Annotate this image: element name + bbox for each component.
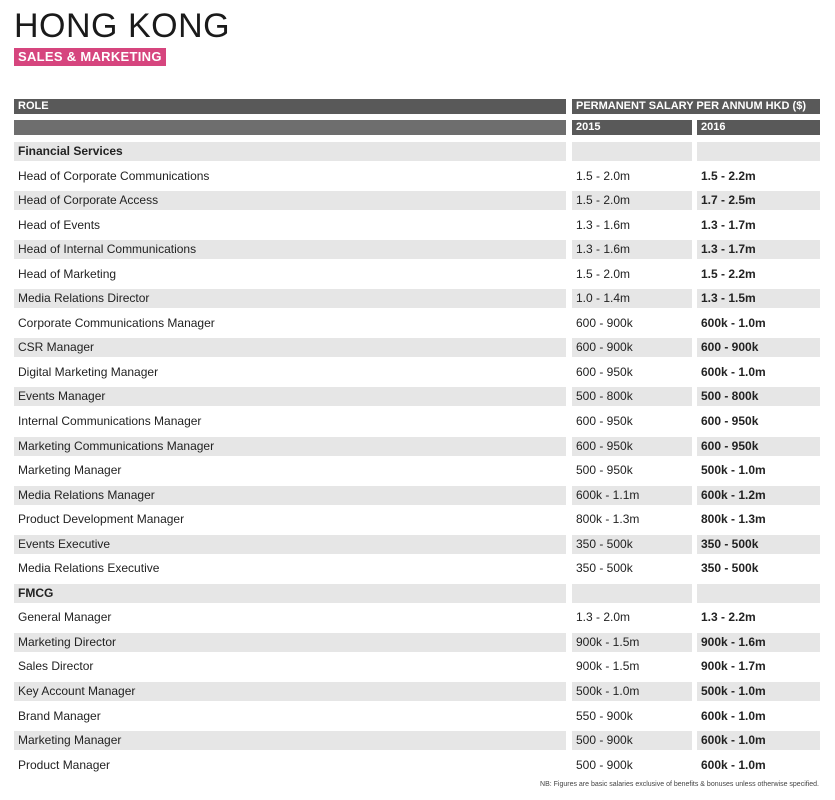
table-row xyxy=(14,384,820,409)
salary-2016-cell: 600k - 1.0m xyxy=(697,756,820,775)
salary-2015-cell: 600k - 1.1m xyxy=(572,486,692,505)
role-cell: Media Relations Executive xyxy=(14,559,566,578)
table-row xyxy=(14,335,820,360)
salary-2016-cell: 500k - 1.0m xyxy=(697,682,820,701)
salary-2015-cell: 500 - 900k xyxy=(572,756,692,775)
salary-2015-cell xyxy=(572,584,692,603)
section-subtitle-badge: SALES & MARKETING xyxy=(14,48,166,66)
year-2015-header: 2015 xyxy=(572,120,692,135)
salary-2015-cell: 900k - 1.5m xyxy=(572,657,692,676)
salary-2016-cell: 1.7 - 2.5m xyxy=(697,191,820,210)
salary-2015-cell: 350 - 500k xyxy=(572,559,692,578)
table-row xyxy=(14,286,820,311)
salary-2016-cell: 1.5 - 2.2m xyxy=(697,167,820,186)
role-cell: Marketing Manager xyxy=(14,461,566,480)
salary-2015-cell: 1.3 - 1.6m xyxy=(572,240,692,259)
salary-2015-cell: 500 - 900k xyxy=(572,731,692,750)
salary-2016-cell xyxy=(697,142,820,161)
salary-2015-cell: 600 - 950k xyxy=(572,363,692,382)
table-row xyxy=(14,262,820,287)
salary-2016-cell: 350 - 500k xyxy=(697,535,820,554)
role-cell: Sales Director xyxy=(14,657,566,676)
salary-2016-cell: 600k - 1.2m xyxy=(697,486,820,505)
role-cell: Media Relations Manager xyxy=(14,486,566,505)
table-row xyxy=(14,164,820,189)
salary-2016-cell: 500 - 800k xyxy=(697,387,820,406)
salary-2015-cell: 500 - 950k xyxy=(572,461,692,480)
salary-2016-cell: 600 - 900k xyxy=(697,338,820,357)
salary-2016-cell: 1.3 - 1.7m xyxy=(697,216,820,235)
role-cell: Financial Services xyxy=(14,142,566,161)
role-cell: Product Development Manager xyxy=(14,510,566,529)
salary-2015-cell: 1.5 - 2.0m xyxy=(572,191,692,210)
salary-2015-cell: 1.0 - 1.4m xyxy=(572,289,692,308)
section-row xyxy=(14,139,820,164)
role-cell: Brand Manager xyxy=(14,707,566,726)
salary-2016-cell: 800k - 1.3m xyxy=(697,510,820,529)
role-cell: Key Account Manager xyxy=(14,682,566,701)
salary-2016-cell: 1.3 - 2.2m xyxy=(697,608,820,627)
salary-2016-cell: 600 - 950k xyxy=(697,437,820,456)
table-row xyxy=(14,654,820,679)
salary-2016-cell: 1.3 - 1.5m xyxy=(697,289,820,308)
role-column-header: ROLE xyxy=(14,99,566,114)
salary-2015-cell: 900k - 1.5m xyxy=(572,633,692,652)
table-row xyxy=(14,458,820,483)
role-cell: Head of Events xyxy=(14,216,566,235)
role-cell: Corporate Communications Manager xyxy=(14,314,566,333)
table-row xyxy=(14,556,820,581)
table-row xyxy=(14,507,820,532)
role-cell: Digital Marketing Manager xyxy=(14,363,566,382)
role-cell: Product Manager xyxy=(14,756,566,775)
table-row xyxy=(14,213,820,238)
role-cell: Marketing Communications Manager xyxy=(14,437,566,456)
salary-2016-cell: 600k - 1.0m xyxy=(697,707,820,726)
salary-2015-cell: 600 - 950k xyxy=(572,412,692,431)
salary-2015-cell: 600 - 900k xyxy=(572,314,692,333)
salary-table-body xyxy=(14,139,820,777)
table-row xyxy=(14,311,820,336)
salary-2015-cell: 1.5 - 2.0m xyxy=(572,167,692,186)
role-cell: Events Executive xyxy=(14,535,566,554)
salary-2015-cell: 500k - 1.0m xyxy=(572,682,692,701)
salary-2015-cell: 1.3 - 2.0m xyxy=(572,608,692,627)
salary-2015-cell xyxy=(572,142,692,161)
role-cell: General Manager xyxy=(14,608,566,627)
table-row xyxy=(14,728,820,753)
salary-2015-cell: 350 - 500k xyxy=(572,535,692,554)
role-cell: Media Relations Director xyxy=(14,289,566,308)
footnote: NB: Figures are basic salaries exclusive of benefits & bonuses unless otherwise specified. xyxy=(540,781,819,788)
salary-2016-cell: 600k - 1.0m xyxy=(697,731,820,750)
table-row xyxy=(14,409,820,434)
role-cell: Internal Communications Manager xyxy=(14,412,566,431)
table-row xyxy=(14,434,820,459)
salary-2016-cell: 1.3 - 1.7m xyxy=(697,240,820,259)
page-title: HONG KONG xyxy=(14,7,231,45)
salary-2015-cell: 600 - 950k xyxy=(572,437,692,456)
table-row xyxy=(14,532,820,557)
salary-2015-cell: 800k - 1.3m xyxy=(572,510,692,529)
salary-2016-cell: 600k - 1.0m xyxy=(697,363,820,382)
salary-2016-cell xyxy=(697,584,820,603)
role-cell: Head of Corporate Communications xyxy=(14,167,566,186)
year-2016-header: 2016 xyxy=(697,120,820,135)
table-row xyxy=(14,605,820,630)
salary-2016-cell: 350 - 500k xyxy=(697,559,820,578)
table-row xyxy=(14,753,820,778)
role-cell: Head of Marketing xyxy=(14,265,566,284)
table-row xyxy=(14,360,820,385)
role-cell: Marketing Director xyxy=(14,633,566,652)
salary-2016-cell: 1.5 - 2.2m xyxy=(697,265,820,284)
salary-2015-cell: 550 - 900k xyxy=(572,707,692,726)
salary-2015-cell: 600 - 900k xyxy=(572,338,692,357)
table-row xyxy=(14,237,820,262)
salary-2015-cell: 500 - 800k xyxy=(572,387,692,406)
role-cell: FMCG xyxy=(14,584,566,603)
table-row xyxy=(14,630,820,655)
salary-2016-cell: 500k - 1.0m xyxy=(697,461,820,480)
table-row xyxy=(14,483,820,508)
salary-2015-cell: 1.5 - 2.0m xyxy=(572,265,692,284)
role-cell: CSR Manager xyxy=(14,338,566,357)
salary-column-header: PERMANENT SALARY PER ANNUM HKD ($) xyxy=(572,99,820,114)
table-row xyxy=(14,704,820,729)
table-row xyxy=(14,679,820,704)
salary-2016-cell: 600 - 950k xyxy=(697,412,820,431)
role-cell: Events Manager xyxy=(14,387,566,406)
section-row xyxy=(14,581,820,606)
role-cell: Head of Internal Communications xyxy=(14,240,566,259)
salary-2016-cell: 900k - 1.7m xyxy=(697,657,820,676)
role-cell: Marketing Manager xyxy=(14,731,566,750)
role-subheader-bar xyxy=(14,120,566,135)
table-row xyxy=(14,188,820,213)
role-cell: Head of Corporate Access xyxy=(14,191,566,210)
salary-2015-cell: 1.3 - 1.6m xyxy=(572,216,692,235)
salary-2016-cell: 900k - 1.6m xyxy=(697,633,820,652)
salary-2016-cell: 600k - 1.0m xyxy=(697,314,820,333)
